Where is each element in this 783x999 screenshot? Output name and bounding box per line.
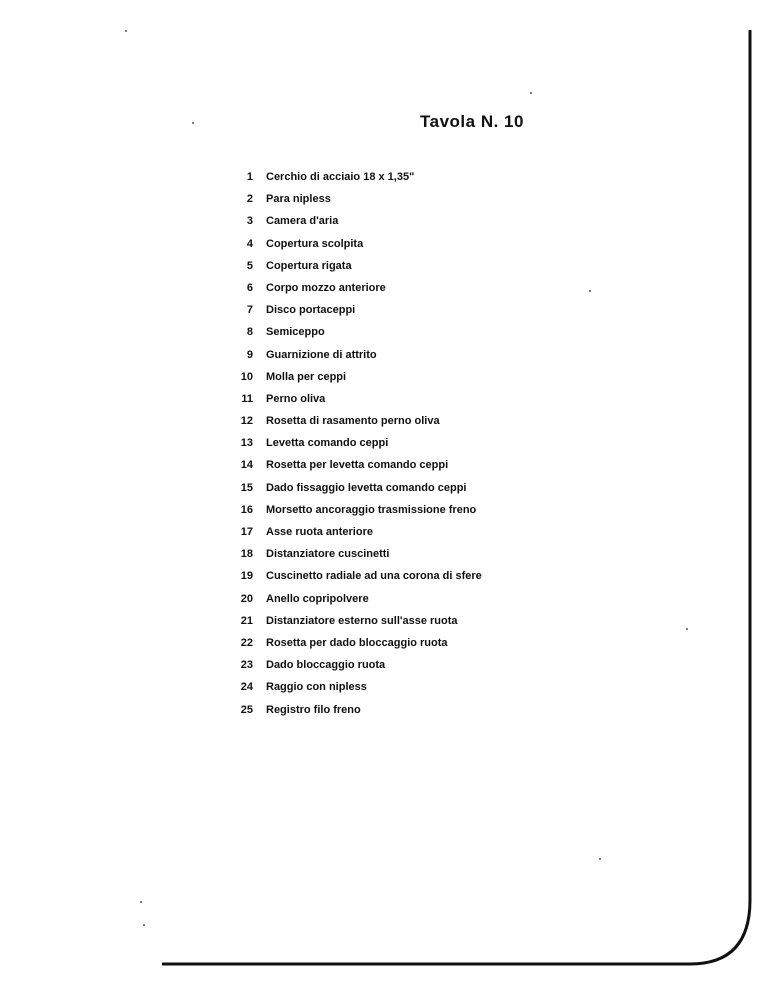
part-description: Registro filo freno (266, 703, 361, 716)
part-number: 7 (246, 304, 253, 317)
part-number: 24 (240, 681, 253, 694)
part-number: 19 (240, 570, 253, 583)
part-description: Cerchio di acciaio 18 x 1,35" (266, 171, 415, 183)
part-number: 20 (240, 592, 253, 605)
list-item (226, 654, 482, 676)
part-number: 21 (240, 614, 253, 627)
part-description: Molla per ceppi (266, 370, 347, 383)
list-item (226, 454, 482, 476)
scan-speck (686, 628, 688, 630)
scan-speck (589, 290, 591, 292)
part-number: 13 (240, 437, 253, 450)
list-item (226, 210, 482, 232)
list-item (226, 699, 482, 721)
part-number: 14 (240, 459, 253, 472)
part-number: 23 (240, 659, 253, 672)
list-item (226, 388, 482, 410)
part-description: Rosetta per levetta comando ceppi (266, 459, 449, 472)
part-number: 22 (240, 636, 253, 649)
part-number: 17 (240, 526, 253, 538)
list-item (226, 321, 482, 343)
scan-speck (530, 92, 532, 94)
list-item (226, 565, 482, 587)
part-description: Cuscinetto radiale ad una corona di sfere (266, 570, 482, 583)
list-item (226, 188, 482, 210)
part-description: Distanziatore esterno sull'asse ruota (266, 614, 458, 627)
part-number: 5 (246, 259, 253, 272)
scan-speck (192, 122, 194, 124)
part-number: 3 (246, 215, 253, 228)
part-description: Morsetto ancoraggio trasmissione freno (266, 503, 477, 516)
part-number: 12 (240, 415, 253, 428)
list-item (226, 543, 482, 565)
part-description: Para nipless (266, 193, 331, 206)
part-description: Rosetta per dado bloccaggio ruota (266, 636, 448, 649)
part-description: Perno oliva (266, 392, 326, 405)
scan-speck (125, 30, 127, 32)
list-item (226, 521, 482, 543)
part-description: Copertura rigata (266, 259, 352, 272)
list-item (226, 676, 482, 698)
part-number: 16 (240, 503, 253, 516)
list-item (226, 477, 482, 499)
part-description: Dado bloccaggio ruota (266, 659, 386, 672)
list-item (226, 366, 482, 388)
list-item (226, 255, 482, 277)
part-description: Guarnizione di attrito (266, 348, 377, 361)
list-item (226, 499, 482, 521)
list-item (226, 588, 482, 610)
list-item (226, 299, 482, 321)
scan-speck (599, 858, 601, 860)
part-description: Camera d'aria (266, 215, 339, 228)
part-number: 25 (240, 703, 253, 716)
part-number: 8 (246, 326, 253, 339)
part-description: Semiceppo (266, 326, 325, 339)
part-description: Corpo mozzo anteriore (266, 281, 386, 294)
list-item (226, 344, 482, 366)
part-number: 18 (240, 548, 253, 561)
part-description: Copertura scolpita (266, 237, 364, 250)
list-item (226, 610, 482, 632)
list-item (226, 432, 482, 454)
scan-speck (143, 924, 145, 926)
part-number: 9 (246, 348, 253, 361)
part-description: Anello copripolvere (266, 592, 369, 605)
list-item (226, 233, 482, 255)
part-description: Raggio con nipless (266, 681, 367, 694)
part-number: 11 (241, 392, 253, 405)
part-number: 10 (240, 370, 253, 383)
part-number: 1 (246, 171, 253, 183)
part-description: Asse ruota anteriore (266, 526, 373, 538)
part-number: 2 (246, 193, 253, 206)
part-description: Dado fissaggio levetta comando ceppi (266, 481, 467, 494)
page-title: Tavola N. 10 (420, 112, 524, 131)
scan-speck (140, 901, 142, 903)
part-number: 4 (246, 237, 253, 250)
part-number: 15 (240, 481, 253, 494)
list-item (226, 410, 482, 432)
part-description: Rosetta di rasamento perno oliva (266, 415, 440, 428)
list-item (226, 277, 482, 299)
part-description: Levetta comando ceppi (266, 437, 389, 450)
list-item (226, 166, 482, 188)
part-number: 6 (246, 281, 253, 294)
part-description: Distanziatore cuscinetti (266, 548, 390, 561)
list-item (226, 632, 482, 654)
parts-list (226, 166, 482, 721)
part-description: Disco portaceppi (266, 304, 356, 317)
